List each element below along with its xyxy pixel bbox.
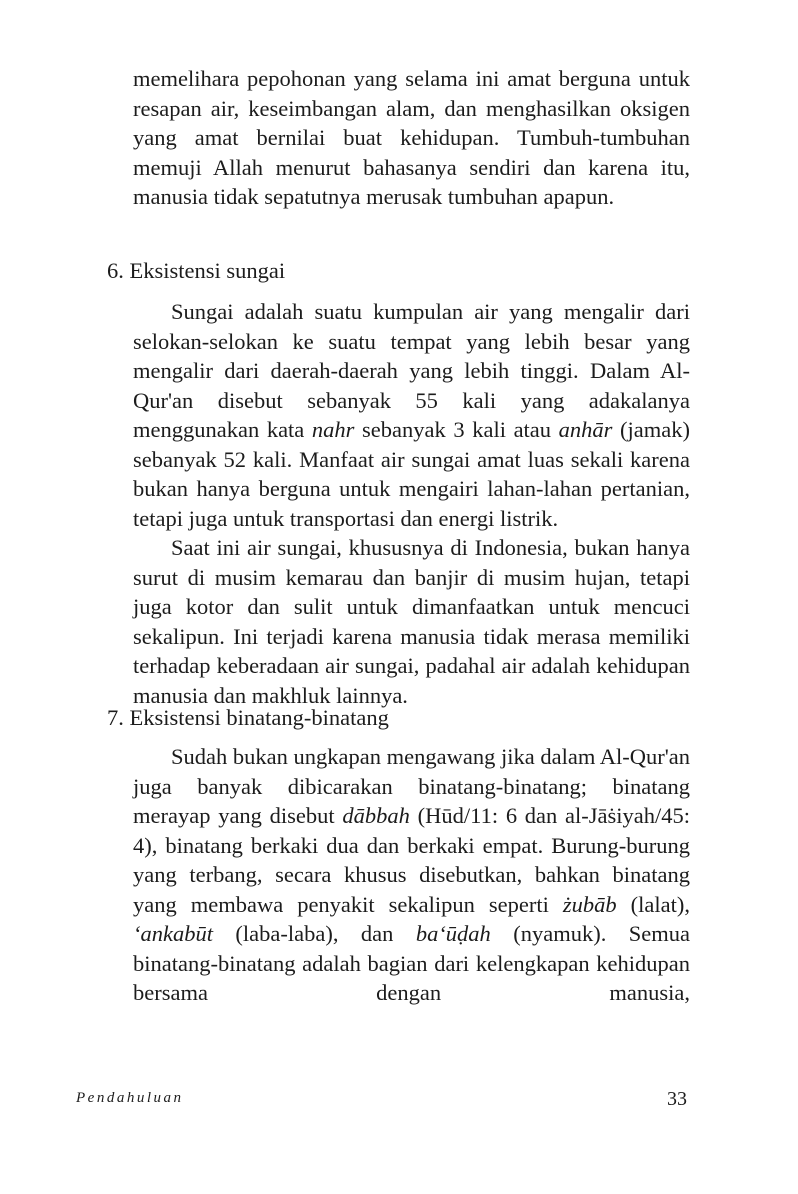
section-7-body [133, 742, 690, 1008]
section-7-heading: 7. Eksistensi binatang-binatang [107, 705, 389, 730]
term-ankabut: ‘ankabūt [133, 921, 213, 946]
intro-paragraph: memelihara pepohonan yang selama ini amat berguna untuk resapan air, keseimbangan alam, dan menghasilkan oksigen yang amat bernilai buat kehidupan. Tumbuh-tumbuhan memuji Allah menurut bahasanya sendiri dan karena itu, manusia tidak sepatutnya merusak tumbuhan apapun. [133, 66, 690, 209]
section-6-heading: 6. Eksistensi sungai [107, 258, 286, 283]
intro-paragraph-block [133, 64, 690, 212]
running-footer-chapter: Pendahuluan [76, 1090, 184, 1106]
term-anhar: anhār [558, 417, 613, 442]
section-6-paragraph-1: Sungai adalah suatu kumpulan air yang mengalir dari selokan-selokan ke suatu tempat yang lebih besar yang mengalir dari daerah-daerah yang lebih tinggi. Dalam Al-Qur'an disebut sebanyak 55 kali yang adakalanya menggunakan kata nahr sebanyak 3 kali atau anhār (jamak) sebanyak 52 kali. Manfaat air sungai amat luas sekali karena bukan hanya berguna untuk mengairi lahan-lahan pertanian, tetapi juga untuk transportasi dan energi listrik. [133, 299, 690, 531]
term-zubab: żubāb [562, 891, 617, 917]
term-nahr: nahr [311, 417, 355, 442]
section-6-body [133, 297, 690, 710]
term-dabbah: dābbah [342, 803, 410, 828]
section-6-paragraph-2: Saat ini air sungai, khususnya di Indonesia, bukan hanya surut di musim kemarau dan banjir di musim hujan, tetapi juga kotor dan sulit untuk dimanfaatkan untuk mencuci sekalipun. Ini terjadi karena manusia tidak merasa memiliki terhadap keberadaan air sungai, padahal air adalah kehidupan manusia dan makhluk lainnya. [133, 535, 690, 708]
page-number: 33 [667, 1088, 687, 1110]
term-bauudah: ba‘ūḍah [415, 921, 491, 946]
section-7-paragraph-1: Sudah bukan ungkapan mengawang jika dalam Al-Qur'an juga banyak dibicarakan binatang-binatang; binatang merayap yang disebut dābbah (Hūd/11: 6 dan al-Jāṡiyah/45: 4), binatang berkaki dua dan berkaki empat. Burung-burung yang terbang, secara khusus disebutkan, bahkan binatang yang membawa penyakit sekalipun seperti żubāb (lalat), ‘ankabūt (laba-laba), dan ba‘ūḍah (nyamuk). Semua binatang-binatang adalah bagian dari kelengkapan kehidupan bersama dengan manusia, [133, 744, 691, 1005]
